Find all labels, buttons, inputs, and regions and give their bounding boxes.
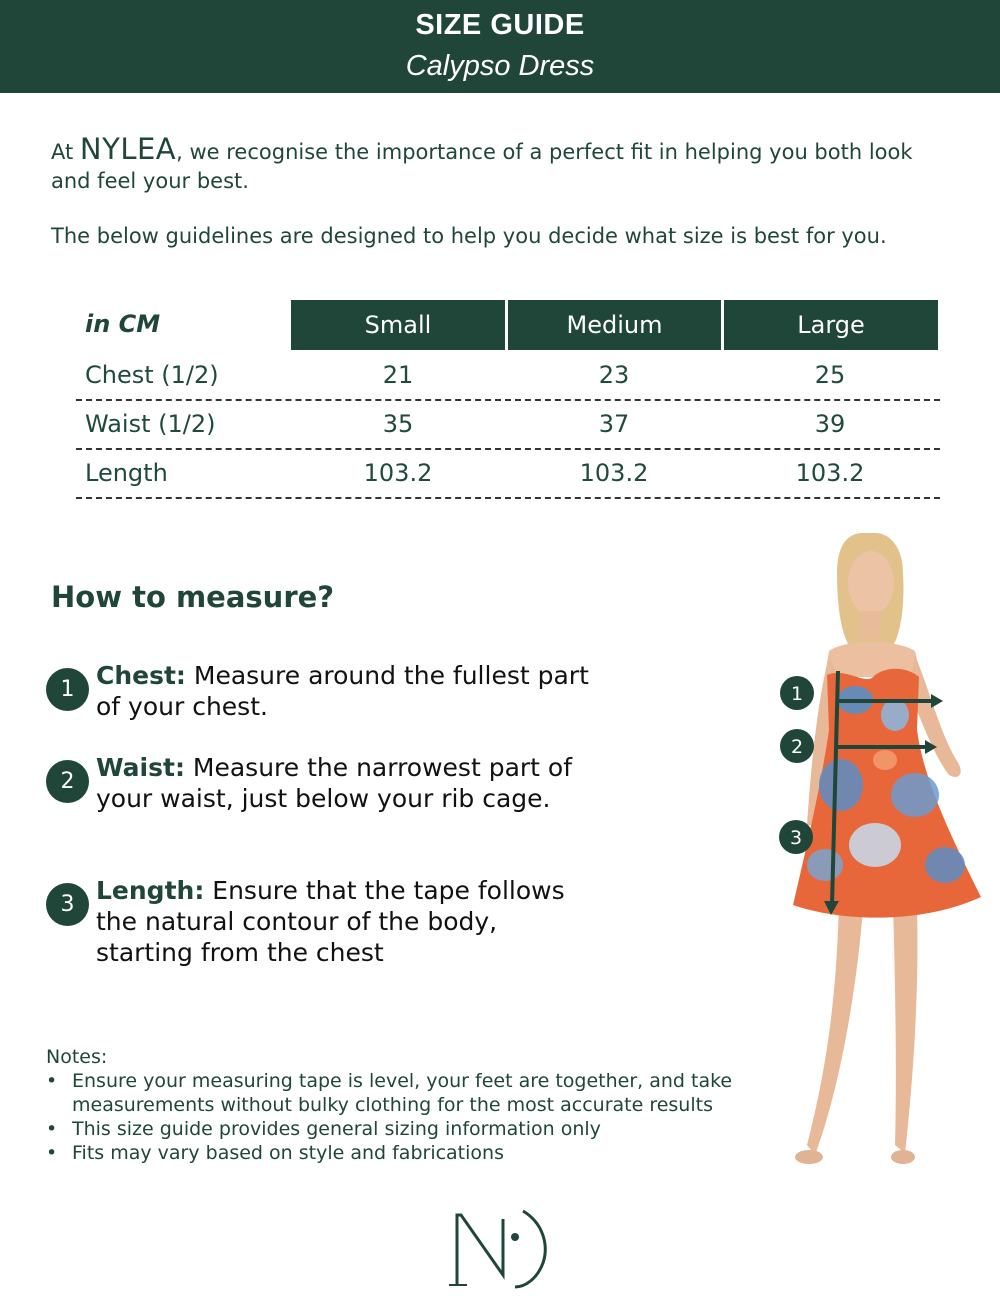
table-cell: 25 (814, 361, 846, 389)
dress-pattern (807, 849, 843, 881)
neck-shape (861, 611, 881, 639)
notes-item: • Fits may vary based on style and fabrications (46, 1141, 806, 1165)
chest-arrow-head (931, 694, 943, 708)
logo-dot (511, 1233, 519, 1241)
step-length (46, 875, 606, 975)
column-header-medium: Medium (508, 300, 721, 350)
table-cell: 23 (598, 361, 630, 389)
page-title: SIZE GUIDE (415, 9, 585, 41)
marker-3-label: 3 (789, 827, 803, 849)
notes-item: • This size guide provides general sizing information only (46, 1117, 806, 1141)
step-description: Measure around the fullest part of your chest. (96, 661, 589, 721)
dress-pattern (819, 759, 863, 811)
intro-paragraph (51, 132, 951, 196)
table-cell: 35 (382, 410, 414, 438)
step-text (96, 660, 596, 722)
column-header-large: Large (724, 300, 938, 350)
face-shape (848, 551, 894, 615)
step-chest (46, 660, 606, 730)
row-divider (76, 497, 940, 499)
unit-label: in CM (85, 310, 161, 338)
marker-1-label: 1 (790, 683, 804, 705)
model-measurement-illustration (745, 525, 995, 1185)
logo-n-stroke (457, 1215, 503, 1285)
table-cell: 21 (382, 361, 414, 389)
dress-pattern (849, 823, 901, 867)
intro-prefix: At (51, 140, 80, 164)
how-to-measure-heading: How to measure? (51, 580, 335, 614)
dress-pattern (881, 699, 909, 731)
product-name: Calypso Dress (405, 50, 595, 82)
table-cell: 39 (814, 410, 846, 438)
step-number-badge: 3 (46, 883, 89, 926)
step-term: Waist: (96, 753, 185, 782)
guidelines-paragraph: The below guidelines are designed to help you decide what size is best for you. (51, 224, 887, 248)
brand-logo (445, 1205, 555, 1290)
intro-text: , we recognise the importance of a perfect fit in helping you both look and feel your best. (51, 140, 913, 193)
step-description: Ensure that the tape follows the natural contour of the body, starting from the chest (96, 876, 565, 967)
step-number-badge: 1 (46, 668, 89, 711)
right-leg-shape (893, 905, 918, 1153)
right-foot-shape (891, 1150, 915, 1164)
left-foot-shape (795, 1150, 823, 1164)
table-cell: 37 (598, 410, 630, 438)
step-number-badge: 2 (46, 760, 89, 803)
marker-2-label: 2 (790, 736, 804, 758)
notes-title: Notes: (46, 1046, 108, 1068)
step-term: Length: (96, 876, 205, 905)
step-text (96, 752, 596, 814)
row-label-waist: Waist (1/2) (85, 410, 216, 438)
dress-pattern (925, 847, 965, 883)
logo-crescent (515, 1211, 545, 1287)
notes-section (46, 1045, 806, 1165)
notes-item: • Ensure your measuring tape is level, your feet are together, and take measurements without bulky clothing for the most accurate results (46, 1069, 806, 1117)
step-text (96, 875, 596, 968)
table-cell: 103.2 (363, 459, 433, 487)
left-leg-shape (807, 905, 863, 1155)
brand-name: NYLEA (79, 132, 177, 166)
step-term: Chest: (96, 661, 186, 690)
dress-pattern (891, 773, 939, 817)
column-header-small: Small (291, 300, 505, 350)
step-waist (46, 752, 606, 852)
step-description: Measure the narrowest part of your waist, just below your rib cage. (96, 753, 573, 813)
table-cell: 103.2 (795, 459, 865, 487)
row-divider (76, 448, 940, 450)
notes-list (46, 1069, 806, 1165)
row-label-chest: Chest (1/2) (85, 361, 219, 389)
table-cell: 103.2 (579, 459, 649, 487)
row-divider (76, 399, 940, 401)
dress-pattern (873, 750, 897, 770)
row-label-length: Length (85, 459, 168, 487)
header-banner (0, 0, 1000, 93)
